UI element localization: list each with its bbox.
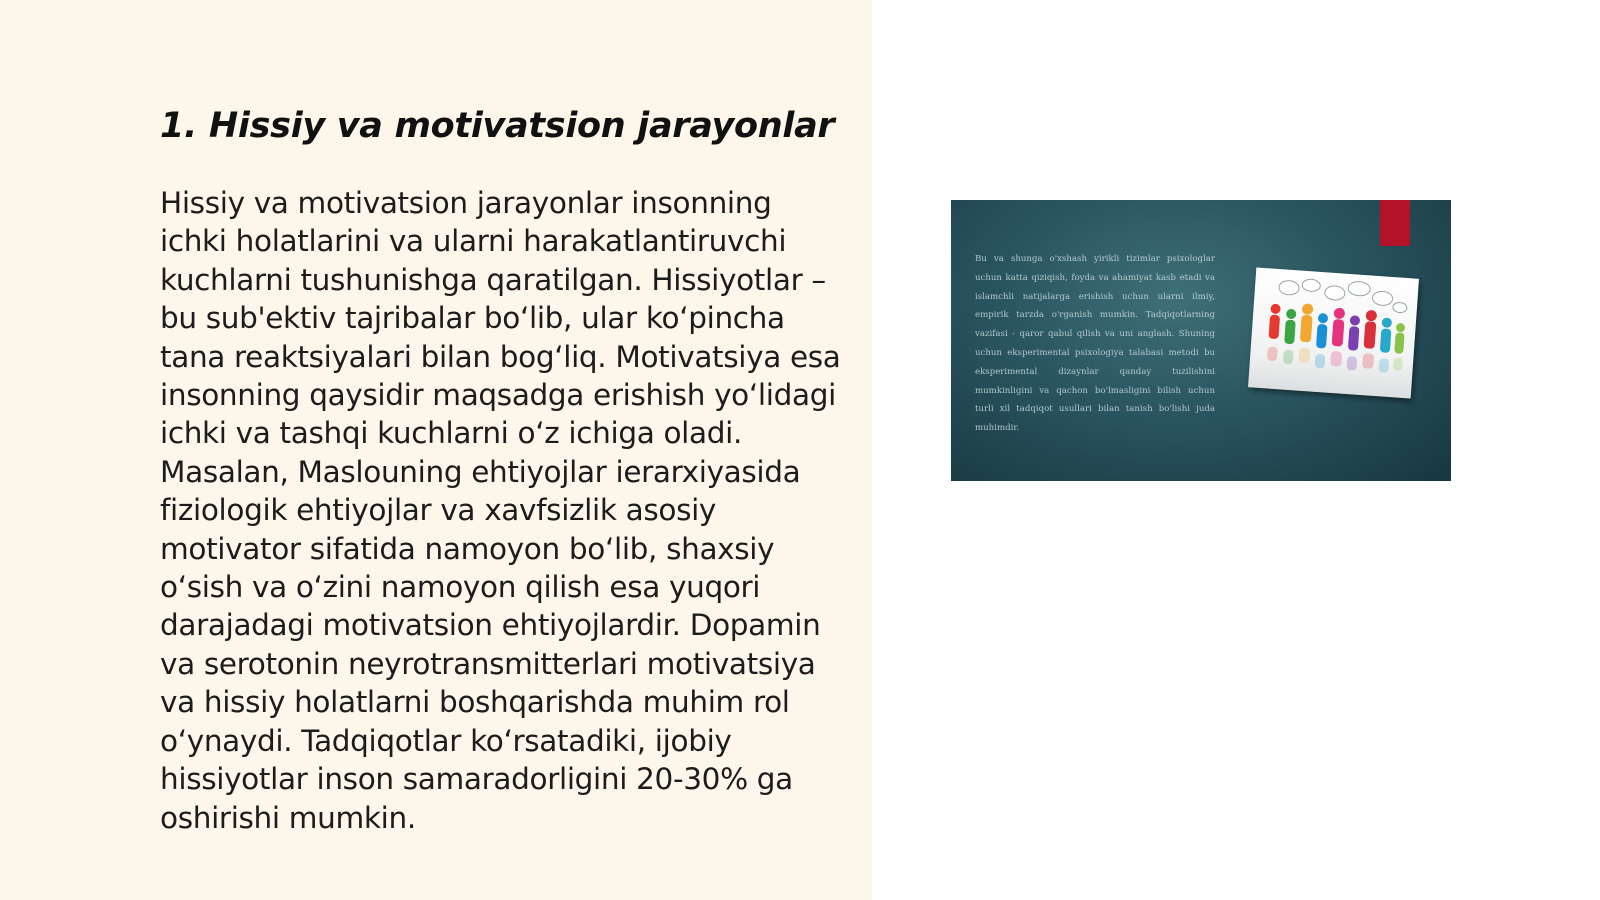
slide-body-text: Hissiy va motivatsion jarayonlar insonning ichki holatlarini va ularni harakatlantiruvchi kuchlarni tushunishga qaratilgan. Hissiyotlar – bu sub'ektiv tajribalar bo‘lib, ular ko‘pincha tana reaktsiyalari bilan bog‘liq. Motivatsiya esa insonning qaysidir maqsadga erishish yo‘lidagi ichki va tashqi kuchlarni o‘z ichiga oladi. Masalan, Maslouning ehtiyojlar ierarxiyasida fiziologik ehtiyojlar va xavfsizlik asosiy motivator sifatida namoyon bo‘lib, shaxsiy o‘sish va o‘zini namoyon qilish esa yuqori darajadagi motivatsion ehtiyojlardir. Dopamin va serotonin neyrotransmitterlari motivatsiya va hissiy holatlarni boshqarishda muhim rol o‘ynaydi. Tadqiqotlar ko‘rsatadiki, ijobiy hissiyotlar inson samaradorligini 20-30% ga oshirishi mumkin.: [160, 186, 841, 835]
people-speech-bubbles-photo: [1248, 267, 1419, 398]
slide-image: [951, 200, 1451, 481]
people-figures-icon: [1248, 267, 1419, 398]
red-accent-bar: [1380, 200, 1410, 246]
image-caption-text: Bu va shunga o'xshash yirikli tizimlar psixologlar uchun katta qiziqish, foyda va ahamiyat kasb etadi va islamchli natijalarga erishish uchun ularni ilmiy, empirik tarzda o'rganish mumkin. Tadqiqotlarning vazifasi - qaror qabul qilish va uni anglash. Shuning uchun eksperimental psixologiya talabasi metodi bu eksperimental dizaynlar qanday tuzilishini mumkinligini va qachon bo'lmasligini bilish uchun turli xil tadqiqot usullari bilan tanish bo'lishi juda muhimdir.: [975, 254, 1215, 434]
slide-title: 1. Hissiy va motivatsion jarayonlar: [160, 106, 835, 146]
